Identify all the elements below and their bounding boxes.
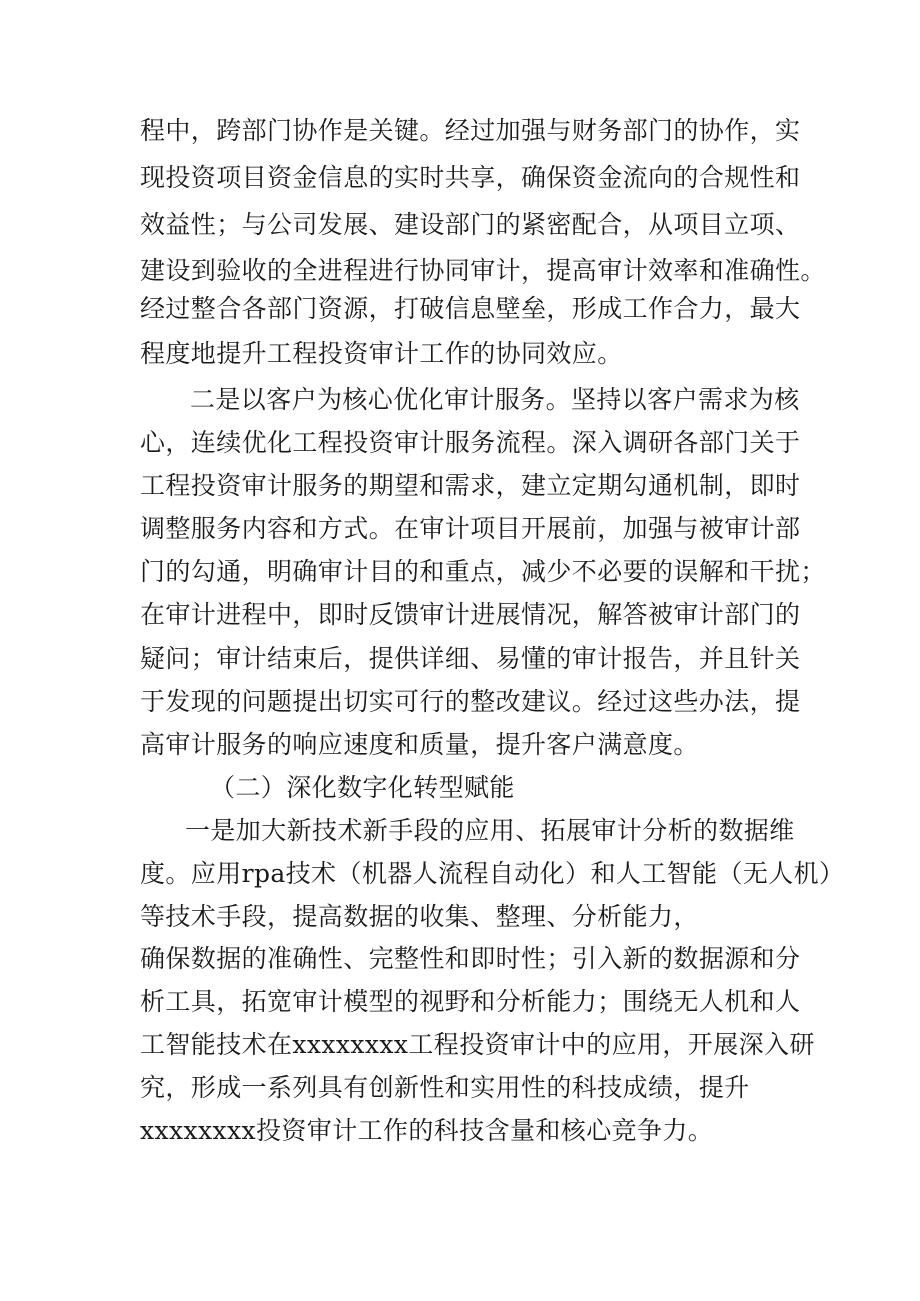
paragraph-line: 工智能技术在xxxxxxxx工程投资审计中的应用，开展深入研 — [140, 1030, 815, 1059]
paragraph-line: 高审计服务的响应速度和质量，提升客户满意度。 — [140, 730, 699, 759]
paragraph-line: 调整服务内容和方式。在审计项目开展前，加强与被审计部 — [140, 514, 801, 543]
paragraph-line: 度。应用rpa技术（机器人流程自动化）和人工智能（无人机） — [140, 859, 845, 888]
paragraph-line: 于发现的问题提出切实可行的整改建议。经过这些办法，提 — [140, 687, 801, 716]
paragraph-line: 程中，跨部门协作是关键。经过加强与财务部门的协作，实 — [140, 116, 801, 145]
paragraph-line: 疑问；审计结束后，提供详细、易懂的审计报告，并且针关 — [140, 644, 801, 673]
paragraph-line: 二是以客户为核心优化审计服务。坚持以客户需求为核 — [190, 385, 800, 414]
paragraph-line: 门的勾通，明确审计目的和重点，减少不必要的误解和干扰； — [140, 557, 826, 586]
section-heading: （二）深化数字化转型赋能 — [210, 773, 515, 802]
paragraph-line: xxxxxxxx投资审计工作的科技含量和核心竞争力。 — [140, 1116, 714, 1145]
paragraph-line: 确保数据的准确性、完整性和即时性；引入新的数据源和分 — [140, 944, 801, 973]
paragraph-line: 效益性；与公司发展、建设部门的紧密配合，从项目立项、 — [140, 210, 801, 239]
paragraph-line: 现投资项目资金信息的实时共享，确保资金流向的合规性和 — [140, 163, 801, 192]
paragraph-line: 经过整合各部门资源，打破信息壁垒，形成工作合力，最大 — [140, 294, 801, 323]
paragraph-line: 程度地提升工程投资审计工作的协同效应。 — [140, 339, 623, 368]
paragraph-line: 心，连续优化工程投资审计服务流程。深入调研各部门关于 — [140, 428, 801, 457]
paragraph-line: 建设到验收的全进程进行协同审计，提高审计效率和准确性。 — [140, 256, 826, 285]
paragraph-line: 在审计进程中，即时反馈审计进展情况，解答被审计部门的 — [140, 600, 801, 629]
paragraph-line: 一是加大新技术新手段的应用、拓展审计分析的数据维 — [185, 816, 795, 845]
paragraph-line: 析工具，拓宽审计模型的视野和分析能力；围绕无人机和人 — [140, 987, 801, 1016]
paragraph-line: 等技术手段，提高数据的收集、整理、分析能力， — [140, 902, 699, 931]
paragraph-line: 究，形成一系列具有创新性和实用性的科技成绩，提升 — [140, 1073, 750, 1102]
paragraph-line: 工程投资审计服务的期望和需求，建立定期勾通机制，即时 — [140, 471, 801, 500]
